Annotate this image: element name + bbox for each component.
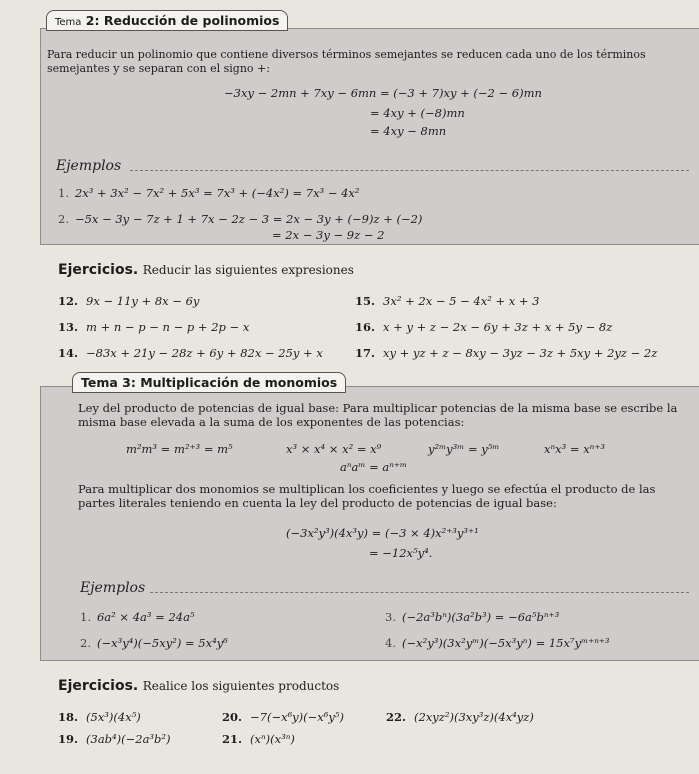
tema2-eq2: = 4xy + (−8)mn <box>370 106 465 120</box>
exercise-13: 13. m + n − p − n − p + 2p − x <box>58 320 250 334</box>
tema3-formula-5: aⁿaᵐ = aⁿ⁺ᵐ <box>340 460 408 474</box>
tema2-tab: Tema 2: Reducción de polinomios <box>46 10 288 31</box>
tema3-example-3: 3. (−2a³bⁿ)(3a²b³) = −6a⁵bⁿ⁺³ <box>385 610 560 624</box>
tema3-ley: Ley del producto de potencias de igual base: Para multiplicar potencias de la misma base se escribe la misma base elevada a la suma de los exponentes de las potencias: <box>78 401 678 429</box>
tema3-formula-3: y²ᵐy³ᵐ = y⁵ᵐ <box>428 442 500 456</box>
tema3-formula-1: m²m³ = m²⁺³ = m⁵ <box>126 442 233 456</box>
tema3-formula-2: x³ × x⁴ × x² = x⁹ <box>286 442 382 456</box>
exercise-16: 16. x + y + z − 2x − 6y + 3z + x + 5y − 8z <box>355 320 613 334</box>
tema3-example-2: 2. (−x³y⁴)(−5xy²) = 5x⁴y⁶ <box>80 636 228 650</box>
exercise-22: 22. (2xyz²)(3xy³z)(4x⁴yz) <box>386 710 534 724</box>
exercise-14: 14. −83x + 21y − 28z + 6y + 82x − 25y + x <box>58 346 323 360</box>
tema2-ejemplos-label: Ejemplos <box>56 158 122 174</box>
tema2-eq3: = 4xy − 8mn <box>370 124 447 138</box>
exercise-12: 12. 9x − 11y + 8x − 6y <box>58 294 200 308</box>
tema3-example-1: 1. 6a² × 4a³ = 24a⁵ <box>80 610 195 624</box>
exercise-15: 15. 3x² + 2x − 5 − 4x² + x + 3 <box>355 294 540 308</box>
ejercicios1-heading: Ejercicios. Reducir las siguientes expresiones <box>58 262 354 278</box>
exercise-17: 17. xy + yz + z − 8xy − 3yz − 3z + 5xy + 2yz − 2z <box>355 346 658 360</box>
tema2-divider <box>130 170 689 171</box>
exercise-19: 19. (3ab⁴)(−2a³b²) <box>58 732 171 746</box>
tema3-m1: (−3x²y³)(4x³y) = (−3 × 4)x²⁺³y³⁺¹ <box>286 526 479 540</box>
tema3-example-4: 4. (−x²y³)(3x²yᵐ)(−5x³yⁿ) = 15x⁷yᵐ⁺ⁿ⁺³ <box>385 636 610 650</box>
tema3-tab: Tema 3: Multiplicación de monomios <box>72 372 346 393</box>
tema3-divider <box>150 592 689 593</box>
tema2-intro: Para reducir un polinomio que contiene diversos términos semejantes se reducen cada uno de los términos semejantes y se separan con el signo +: <box>47 48 646 75</box>
tema3-ejemplos-label: Ejemplos <box>80 580 146 596</box>
tema3-para: Para multiplicar dos monomios se multiplican los coeficientes y luego se efectúa el producto de las partes literales teniendo en cuenta la ley del producto de potencias de igual base: <box>78 482 656 510</box>
tema2-example-1: 1. 2x³ + 3x² − 7x² + 5x³ = 7x³ + (−4x²) = 7x³ − 4x² <box>58 186 360 200</box>
exercise-20: 20. −7(−x⁶y)(−x⁶y⁵) <box>222 710 344 724</box>
tema3-m2: = −12x⁵y⁴. <box>369 546 433 560</box>
ejercicios2-heading: Ejercicios. Realice los siguientes productos <box>58 678 340 694</box>
exercise-18: 18. (5x³)(4x⁵) <box>58 710 141 724</box>
tema2-eq1: −3xy − 2mn + 7xy − 6mn = (−3 + 7)xy + (−2 − 6)mn <box>224 86 542 100</box>
tema2-example-2b: = 2x − 3y − 9z − 2 <box>272 228 385 242</box>
tema3-formula-4: xⁿx³ = xⁿ⁺³ <box>544 442 606 456</box>
tema2-example-2: 2. −5x − 3y − 7z + 1 + 7x − 2z − 3 = 2x − 3y + (−9)z + (−2) <box>58 212 423 226</box>
exercise-21: 21. (xⁿ)(x³ⁿ) <box>222 732 295 746</box>
